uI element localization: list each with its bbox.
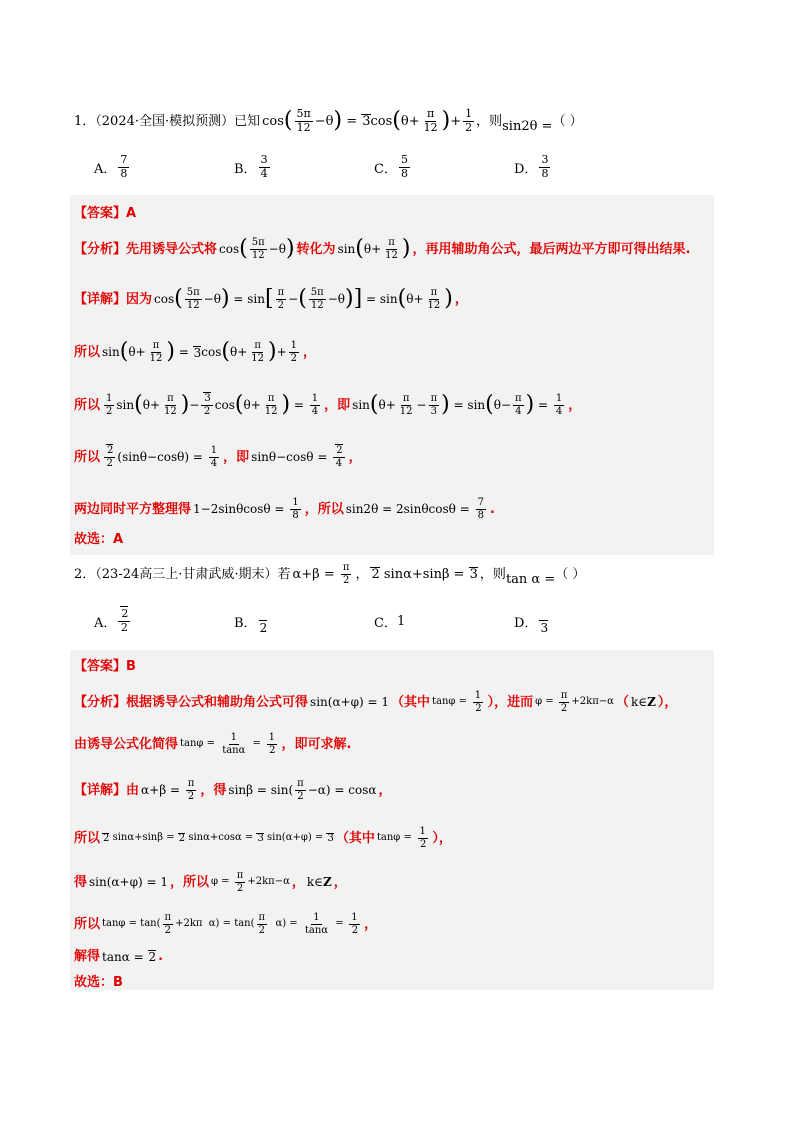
a2-analysis: 【分析】 根据诱导公式和辅助角公式可得 sin(α+φ) = 1 （其中 tanφ = $\frac{1}{2}$ ），进而 φ = $\frac{\pi}{2}$ +2kπ−α （ k∈ Z ）， (74, 690, 678, 714)
a2-step-4: 解得 tanα = 2 . (74, 949, 164, 964)
q1-suffix: ，则 (476, 113, 503, 129)
a1-final: 故选：A (74, 532, 124, 547)
q1-target: sin2θ = (502, 118, 553, 134)
a2-step-1-math-2: tanφ = $\frac{1}{2}$ (376, 826, 427, 850)
a1-step-4-math-1: 1−2sinθcosθ = $\frac{1}{8}$ (193, 497, 299, 521)
question-1 (74, 108, 583, 134)
q1-options (94, 154, 654, 180)
a1-step-2-math-1: $\frac{1}{2}$ sin ( θ+ $\frac{\pi}{12}$ ) − $\frac{3}{2}$ cos ( θ+ $\frac{\pi}{12}$ ) = $\frac{1}{4}$ (106, 392, 319, 418)
q1-option-a[interactable]: A． $\frac{7}{8}$ (94, 153, 128, 180)
a2-step-2: 得 sin(α+φ) = 1 ，所以 φ = $\frac{\pi}{2}$ +2kπ−α ， k∈ Z ， (74, 870, 347, 894)
q1-option-d[interactable]: D． $\frac{3}{8}$ (514, 153, 549, 180)
a1-step-1: 所以 sin ( θ+ $\frac{\pi}{12}$ ) = 3 cos ( θ+ $\frac{\pi}{12}$ ) + $\frac{1}{2}$ ， (74, 339, 317, 365)
a1-step-4: 两边同时平方整理得 1−2sinθcosθ = $\frac{1}{8}$ ，所以 sin2θ = 2sinθcosθ = $\frac{7}{8}$ . (74, 497, 495, 521)
a1-analysis: 【分析】 先用诱导公式将 cos ( $\frac{5\pi}{12}$ −θ ) 转化为 sin ( θ+ $\frac{\pi}{12}$ ) ，再用辅助角公式，最后两边平方即可得出结果. (74, 236, 691, 262)
a2-analysis-math-2: tanφ = $\frac{1}{2}$ (432, 690, 482, 714)
a2-step-1-math-1: 2 sinα+sinβ = 2 sinα+cosα = 3 sin(α+φ) = 3 (103, 832, 334, 844)
a1-step-2-math-2: sin ( θ+ $\frac{\pi}{12}$ − $\frac{\pi}{3}$ ) = sin ( θ− $\frac{\pi}{4}$ ) = $\frac{1}{4}$ (352, 392, 563, 418)
a2-analysis-2: 由诱导公式化简得 tanφ = $\frac{1}{\tan\alpha}$ = $\frac{1}{2}$ ，即可求解. (74, 732, 352, 756)
q2-option-d[interactable]: D． 3 (514, 616, 549, 635)
a1-step-2: 所以 $\frac{1}{2}$ sin ( θ+ $\frac{\pi}{12}$ ) − $\frac{3}{2}$ cos ( θ+ $\frac{\pi}{12}$ ) = $\frac{1}{4}$ ，即 sin ( θ+ $\frac{\pi}{12}$ − $\frac{\pi}{3}$ ) = sin ( θ− $\frac{\pi}{4}$ ) = $\frac{1}{4}$ ， (74, 392, 582, 418)
a2-final: 故选：B (74, 975, 123, 990)
q2-paren: （ ） (555, 566, 586, 582)
a1-step-3: 所以 $\frac{2}{2}$ (sinθ−cosθ) = $\frac{1}{4}$ ，即 sinθ−cosθ = $\frac{2}{4}$ ， (74, 445, 362, 469)
a2-step-1: 所以 2 sinα+sinβ = 2 sinα+cosα = 3 sin(α+φ) = 3 （其中 tanφ = $\frac{1}{2}$ ）， (74, 826, 452, 850)
a1-step-4-math-2: sin2θ = 2sinθcosθ = $\frac{7}{8}$ (345, 497, 484, 521)
a2-step-2-math-1: sin(α+φ) = 1 (89, 875, 168, 889)
a1-detail-math: cos ( $\frac{5\pi}{12}$ −θ ) = sin [ $\frac{\pi}{2}$ − ( $\frac{5\pi}{12}$ −θ ) ] = sin ( θ+ $\frac{\pi}{12}$ ) (154, 286, 453, 312)
a1-step-1-math: sin ( θ+ $\frac{\pi}{12}$ ) = 3 cos ( θ+ $\frac{\pi}{12}$ ) + $\frac{1}{2}$ (102, 339, 298, 365)
a2-analysis-math-3: φ = $\frac{\pi}{2}$ +2kπ−α (535, 690, 614, 714)
a1-step-3-math-1: $\frac{2}{2}$ (sinθ−cosθ) = $\frac{1}{4}$ (102, 445, 221, 469)
a2-answer: 【答案】B (74, 659, 136, 674)
a2-step-4-math: tanα = 2 (102, 949, 157, 964)
q2-target: tan α = (505, 571, 556, 587)
a2-detail-math-1: α+β = $\frac{\pi}{2}$ (141, 778, 195, 802)
a2-step-2-math-3: k∈ Z (306, 875, 332, 889)
q2-option-a[interactable]: A． $\frac{2}{2}$ (94, 607, 129, 634)
q2-option-b[interactable]: B． 2 (234, 616, 268, 635)
answer-block-2 (70, 650, 714, 990)
q1-condition: cos ( $\frac{5\pi}{12}$ −θ ) = 3 cos ( θ+ $\frac{\pi}{12}$ ) + $\frac{1}{2}$ (262, 107, 473, 134)
q2-prefix: 2．（23-24高三上·甘肃武威·期末）若 (74, 566, 291, 582)
q2-option-c[interactable]: C． 1 (374, 614, 406, 631)
a2-analysis-math-1: sin(α+φ) = 1 (310, 695, 389, 709)
a1-detail: 【详解】 因为 cos ( $\frac{5\pi}{12}$ −θ ) = sin [ $\frac{\pi}{2}$ − ( $\frac{5\pi}{12}$ −θ ) ] = sin ( θ+ $\frac{\pi}{12}$ ) ， (74, 286, 468, 312)
a1-answer: 【答案】A (74, 206, 137, 221)
q2-condition-1: α+β = $\frac{\pi}{2}$ (292, 562, 350, 586)
a1-analysis-math-1: cos ( $\frac{5\pi}{12}$ −θ ) (219, 236, 295, 262)
q2-condition-2: 2 sinα+sinβ = 3 (371, 566, 478, 582)
a2-step-3-math: tanφ = tan( $\frac{\pi}{2}$ +2kπ α) = tan( $\frac{\pi}{2}$ α) = $\frac{1}{\tan\alpha}$ = $\frac{1}{2}$ (102, 912, 359, 936)
q1-option-b[interactable]: B． $\frac{3}{4}$ (234, 153, 268, 180)
a1-step-3-math-2: sinθ−cosθ = $\frac{2}{4}$ (251, 445, 343, 469)
a2-analysis-math-4: k∈ Z (630, 695, 656, 709)
a2-analysis-2-math: tanφ = $\frac{1}{\tan\alpha}$ = $\frac{1}{2}$ (180, 732, 276, 756)
a2-step-3: 所以 tanφ = tan( $\frac{\pi}{2}$ +2kπ α) = tan( $\frac{\pi}{2}$ α) = $\frac{1}{\tan\alpha}$ = $\frac{1}{2}$ ， (74, 912, 378, 936)
q1-option-c[interactable]: C． $\frac{5}{8}$ (374, 153, 408, 180)
answer-block-1 (70, 195, 714, 555)
question-2: 2．（23-24高三上·甘肃武威·期末）若 α+β = $\frac{\pi}{2}$ ， 2 sinα+sinβ = 3 ，则 tan α = （ ） (74, 562, 586, 587)
q1-prefix: 1．（2024·全国·模拟预测）已知 (74, 113, 261, 129)
a2-detail: 【详解】 由 α+β = $\frac{\pi}{2}$ ，得 sinβ = sin( $\frac{\pi}{2}$ −α) = cosα ， (74, 778, 392, 802)
q2-options (94, 608, 654, 635)
a2-step-2-math-2: φ = $\frac{\pi}{2}$ +2kπ−α (211, 870, 290, 894)
a1-analysis-math-2: sin ( θ+ $\frac{\pi}{12}$ ) (337, 236, 411, 262)
q1-paren: （ ） (552, 113, 583, 129)
a2-detail-math-2: sinβ = sin( $\frac{\pi}{2}$ −α) = cosα (228, 778, 377, 802)
